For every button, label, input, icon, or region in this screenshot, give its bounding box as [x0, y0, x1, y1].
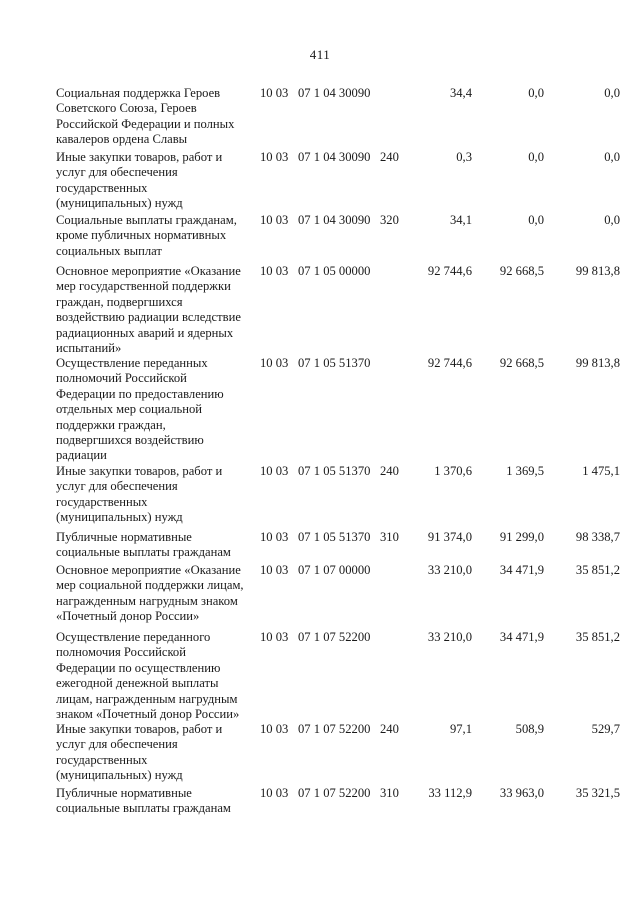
amount-col-1: 33 112,9 — [428, 786, 472, 800]
row-name-line: Социальные выплаты гражданам, — [56, 213, 237, 227]
amount-col-1: 1 370,6 — [434, 464, 472, 478]
row-name-line: Иные закупки товаров, работ и — [56, 150, 223, 164]
article-code: 07 1 05 51370 — [298, 530, 371, 544]
amount-col-3: 35 321,5 — [575, 786, 620, 800]
amount-col-3: 0,0 — [604, 86, 620, 100]
section-code: 10 03 — [260, 530, 289, 544]
article-code: 07 1 04 30090 — [298, 213, 371, 227]
row-name — [56, 722, 256, 784]
amount-col-1: 34,4 — [449, 86, 472, 100]
section-code: 10 03 — [260, 722, 289, 736]
amount-col-1: 33 210,0 — [427, 563, 472, 577]
row-name — [56, 86, 256, 148]
article-code: 07 1 05 51370 — [298, 356, 371, 370]
row-name-line: ежегодной денежной выплаты — [56, 676, 219, 691]
row-name-line: Осуществление переданного — [56, 630, 211, 644]
amount-col-3: 98 338,7 — [575, 530, 620, 544]
row-name-line: лицам, награжденным нагрудным — [56, 691, 238, 706]
row-name-line: полномочия Российской — [56, 645, 186, 660]
row-name-line: воздействию радиации вследствие — [56, 310, 241, 325]
row-name-line: Иные закупки товаров, работ и — [56, 464, 223, 478]
row-name-line: (муниципальных) нужд — [56, 196, 183, 211]
row-name — [56, 464, 256, 526]
row-name-line: радиации — [56, 448, 107, 463]
article-code: 07 1 05 00000 — [298, 264, 371, 278]
row-name — [56, 356, 256, 464]
article-code: 07 1 07 00000 — [298, 563, 371, 577]
row-name — [56, 213, 256, 259]
row-name-line: государственных — [56, 494, 148, 509]
row-name-line: услуг для обеспечения — [56, 479, 178, 494]
row-name-line: радиационных аварий и ядерных — [56, 325, 234, 340]
row-name — [56, 150, 256, 212]
expense-type-code: 320 — [380, 213, 399, 227]
section-code: 10 03 — [260, 356, 289, 370]
amount-col-2: 34 471,9 — [499, 630, 544, 644]
amount-col-2: 508,9 — [515, 722, 544, 736]
row-name-line: социальные выплаты гражданам — [56, 801, 231, 816]
amount-col-2: 34 471,9 — [499, 563, 544, 577]
amount-col-3: 99 813,8 — [575, 264, 620, 278]
section-code: 10 03 — [260, 150, 289, 164]
article-code: 07 1 07 52200 — [298, 630, 371, 644]
article-code: 07 1 04 30090 — [298, 150, 371, 164]
row-name-line: Основное мероприятие «Оказание — [56, 264, 241, 278]
expense-type-code: 240 — [380, 464, 399, 478]
amount-col-2: 0,0 — [528, 150, 544, 164]
amount-col-2: 0,0 — [528, 213, 544, 227]
row-name-line: Публичные нормативные — [56, 786, 192, 800]
row-name-line: Иные закупки товаров, работ и — [56, 722, 223, 736]
row-name-line: социальные выплаты гражданам — [56, 545, 231, 560]
amount-col-2: 0,0 — [528, 86, 544, 100]
row-name-line: испытаний» — [56, 341, 122, 356]
amount-col-2: 91 299,0 — [499, 530, 544, 544]
row-name-line: Осуществление переданных — [56, 356, 208, 370]
row-name-line: услуг для обеспечения — [56, 165, 178, 180]
section-code: 10 03 — [260, 563, 289, 577]
row-name — [56, 786, 256, 817]
amount-col-2: 92 668,5 — [499, 264, 544, 278]
row-name — [56, 530, 256, 561]
row-name-line: Федерации по осуществлению — [56, 660, 221, 675]
row-name-line: Советского Союза, Героев — [56, 101, 197, 116]
row-name-line: Основное мероприятие «Оказание — [56, 563, 241, 577]
amount-col-1: 0,3 — [456, 150, 472, 164]
row-name — [56, 264, 256, 356]
amount-col-3: 35 851,2 — [575, 563, 620, 577]
amount-col-2: 1 369,5 — [506, 464, 544, 478]
row-name-line: услуг для обеспечения — [56, 737, 178, 752]
row-name-line: полномочий Российской — [56, 371, 187, 386]
amount-col-3: 99 813,8 — [575, 356, 620, 370]
expense-type-code: 240 — [380, 150, 399, 164]
row-name-line: мер социальной поддержки лицам, — [56, 578, 244, 593]
row-name-line: государственных — [56, 752, 148, 767]
row-name-line: поддержки граждан, — [56, 417, 166, 432]
article-code: 07 1 07 52200 — [298, 786, 371, 800]
amount-col-3: 35 851,2 — [575, 630, 620, 644]
row-name-line: Социальная поддержка Героев — [56, 86, 221, 100]
amount-col-3: 0,0 — [604, 213, 620, 227]
section-code: 10 03 — [260, 464, 289, 478]
row-name-line: (муниципальных) нужд — [56, 768, 183, 783]
row-name-line: «Почетный донор России» — [56, 609, 200, 624]
row-name-line: социальных выплат — [56, 243, 162, 258]
amount-col-1: 33 210,0 — [427, 630, 472, 644]
row-name — [56, 630, 256, 722]
amount-col-3: 0,0 — [604, 150, 620, 164]
amount-col-1: 34,1 — [449, 213, 472, 227]
row-name-line: Публичные нормативные — [56, 530, 192, 544]
amount-col-1: 92 744,6 — [427, 264, 472, 278]
article-code: 07 1 04 30090 — [298, 86, 371, 100]
amount-col-3: 1 475,1 — [582, 464, 620, 478]
row-name-line: подвергшихся воздействию — [56, 433, 204, 448]
article-code: 07 1 05 51370 — [298, 464, 371, 478]
section-code: 10 03 — [260, 264, 289, 278]
row-name-line: государственных — [56, 180, 148, 195]
row-name-line: мер государственной поддержки — [56, 279, 231, 294]
row-name-line: кавалеров ордена Славы — [56, 132, 188, 147]
row-name-line: награжденным нагрудным знаком — [56, 593, 238, 608]
amount-col-2: 92 668,5 — [499, 356, 544, 370]
amount-col-1: 97,1 — [449, 722, 472, 736]
row-name-line: Российской Федерации и полных — [56, 116, 235, 131]
amount-col-2: 33 963,0 — [499, 786, 544, 800]
amount-col-3: 529,7 — [591, 722, 620, 736]
section-code: 10 03 — [260, 86, 289, 100]
expense-type-code: 240 — [380, 722, 399, 736]
row-name-line: отдельных мер социальной — [56, 402, 203, 417]
row-name — [56, 563, 256, 625]
section-code: 10 03 — [260, 630, 289, 644]
amount-col-1: 91 374,0 — [427, 530, 472, 544]
expense-type-code: 310 — [380, 786, 399, 800]
article-code: 07 1 07 52200 — [298, 722, 371, 736]
section-code: 10 03 — [260, 213, 289, 227]
expense-type-code: 310 — [380, 530, 399, 544]
section-code: 10 03 — [260, 786, 289, 800]
amount-col-1: 92 744,6 — [427, 356, 472, 370]
page-number: 411 — [309, 47, 331, 62]
row-name-line: граждан, подвергшихся — [56, 294, 183, 309]
row-name-line: знаком «Почетный донор России» — [56, 707, 240, 722]
row-name-line: Федерации по предоставлению — [56, 386, 224, 401]
row-name-line: (муниципальных) нужд — [56, 510, 183, 525]
row-name-line: кроме публичных нормативных — [56, 228, 227, 243]
